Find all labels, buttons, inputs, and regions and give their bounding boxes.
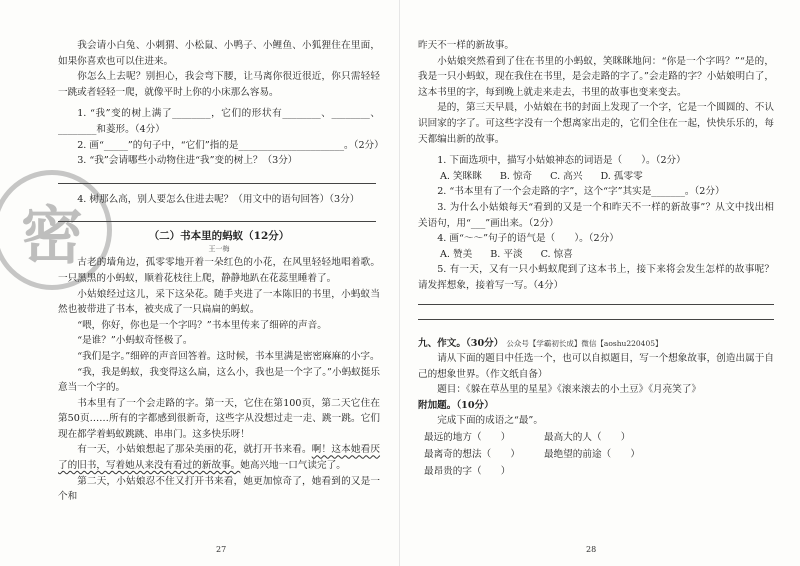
idiom-list — [418, 429, 774, 480]
q1-options — [418, 169, 774, 185]
story-paragraph: 古老的墙角边，孤零零地开着一朵红色的小花，在风里轻轻地唱着歌。一只黑黑的小蚂蚁，顺着花枝往上爬，静静地趴在花蕊里睡着了。 — [58, 257, 380, 284]
story-paragraph: 书本里有了一个会走路的字。第一天，它住在第100页，第二天它住在第50页……所有的字都感到很新奇，这些字从没想过走一走、跳一跳。它们现在都学着蚂蚁跳跳、串串门。这多快乐呀！ — [58, 397, 380, 440]
question-5: 5. 有一天，又有一只小蚂蚁爬到了这本书上，接下来将会发生怎样的故事呢？请发挥想象，接着写一写。（4分） — [418, 264, 774, 291]
section-title: （二）书本里的蚂蚁（12分） — [148, 230, 290, 243]
idiom-item[interactable]: 最昂贵的字（ ） — [424, 466, 511, 478]
answer-line[interactable] — [58, 169, 376, 184]
story-text: 有一天，小姑娘想起了那朵美丽的花，就打开书来看。 — [77, 444, 312, 456]
story-paragraph: 是的，第三天早晨，小姑娘在书的封面上发现了一个字，它是一个圆圆的、不认识回家的字了。可这些字没有一个想离家出走的，它们全住在一起，快快乐乐的，每天都编出新的故事。 — [418, 102, 774, 145]
question-3: 3. “我”会请哪些小动物住进“我”变的树上？（3分） — [77, 155, 298, 167]
story-paragraph — [58, 442, 380, 473]
question-3: 3. 为什么小姑娘每天“看到的又是一个和昨天不一样的新故事”？从文中找出相关语句，用“___”画出来。（2分） — [418, 201, 774, 229]
story-paragraph: “是谁？”小蚂蚁奇怪极了。 — [77, 335, 193, 347]
section-9-heading — [418, 336, 774, 352]
idiom-item[interactable]: 最离奇的想法（ ） — [424, 449, 520, 461]
extra-instructions: 完成下面的成语之“最”。 — [437, 415, 543, 427]
answer-line[interactable] — [58, 207, 376, 222]
story-paragraph: 小姑娘经过这儿，采下这朵花。随手夹进了一本陈旧的书里，小蚂蚁当然也被带进了书本，被夹成了一只扁扁的蚂蚁。 — [58, 288, 380, 316]
question-4: 4. 画“～～”句子的语气是（ ）。（2分） — [437, 233, 619, 245]
left-column — [58, 38, 384, 505]
question-1: 1. “我”变的树上满了________，它们的形状有________、________、________和菱形。（4分） — [58, 108, 380, 135]
right-column — [418, 38, 774, 480]
story-paragraph: 小姑娘突然看到了住在书里的小蚂蚁，笑眯眯地问：“你是一个字吗？”“是的，我是一只小蚂蚁，现在我住在书里，是会走路的字了。”会走路的字？小姑娘明白了，这本书里的字，每到晚上就走来走去，书里的故事也变来变去。 — [418, 55, 774, 98]
answer-line[interactable] — [418, 319, 774, 320]
story-paragraph: “我，我是蚂蚁，我变得这么扁，这么小，我也是一个字了。”小蚂蚁挺乐意当一个字的。 — [58, 366, 380, 394]
idiom-item[interactable]: 最高大的人（ ） — [544, 432, 631, 444]
passage1-paragraph: 你怎么上去呢？别担心，我会弯下腰，让马离你很近很近，你只需轻轻一跳或者轻轻一爬，就像平时上你的小床那么容易。 — [58, 71, 380, 98]
story-paragraph: “喂，你好，你也是一个字吗？”书本里传来了细碎的声音。 — [77, 319, 327, 331]
option[interactable]: C. 高兴 — [550, 170, 583, 182]
story-text: 她高兴地一口气读完了。 — [240, 460, 346, 472]
option[interactable]: B. 惊奇 — [499, 170, 533, 182]
promo-text: 公众号【学霸初长成】微信【aoshu220405】 — [506, 338, 663, 348]
essay-instructions: 请从下面的题目中任选一个，也可以自拟题目，写一个想象故事，创造出属于自己的想象世界。（作文纸自备） — [418, 353, 774, 380]
q4-options — [418, 247, 774, 263]
stamp-text: 密 — [20, 198, 83, 272]
option[interactable]: B. 平淡 — [490, 248, 523, 260]
option[interactable]: C. 惊喜 — [540, 248, 573, 260]
idiom-item[interactable]: 最远的地方（ ） — [424, 432, 511, 444]
story-paragraph: 第二天，小姑娘忍不住又打开书来看，她更加惊奇了，她看到的又是一个和 — [58, 475, 380, 503]
idiom-item[interactable]: 最绝望的前途（ ） — [544, 449, 640, 461]
question-2: 2. 画“_____”的句子中，“它们”指的是______________________。（2分） — [77, 139, 384, 151]
passage1-paragraph: 我会请小白兔、小刺猬、小松鼠、小鸭子、小鲤鱼、小狐狸住在里面，如果你喜欢也可以住进来。 — [58, 40, 380, 67]
essay-topics: 题目：《躲在草丛里的星星》《滚来滚去的小土豆》《月亮笑了》 — [437, 384, 702, 396]
option[interactable]: A. 赞美 — [440, 248, 473, 260]
story-paragraph: “我们是字。”细碎的声音回答着。这时候，书本里满是密密麻麻的小字。 — [77, 350, 380, 362]
answer-line[interactable] — [418, 304, 774, 305]
extra-title: 附加题。（10分） — [418, 399, 494, 411]
section-9-title: 九、作文。（30分） — [418, 337, 504, 349]
question-4: 4. 树那么高，别人要怎么住进去呢？（用文中的语句回答）（3分） — [77, 193, 360, 205]
question-2: 2. “书本里有了一个会走路的字”，这个“字”其实是_______。（2分） — [437, 186, 725, 198]
page-number: 27 — [216, 545, 227, 554]
story-paragraph: 昨天不一样的新故事。 — [418, 40, 514, 51]
author: 王一梅 — [208, 245, 230, 254]
option[interactable]: A. 笑眯眯 — [440, 170, 482, 182]
option[interactable]: D. 孤零零 — [600, 170, 643, 182]
question-1: 1. 下面选项中，描写小姑娘神态的词语是（ ）。（2分） — [437, 155, 686, 167]
page-number: 28 — [586, 545, 597, 554]
right-page — [400, 0, 800, 566]
wavy-underlined-sentence: 啊！这本她看厌了的旧书，写着她从来没有看过的新故事。 — [58, 444, 381, 472]
